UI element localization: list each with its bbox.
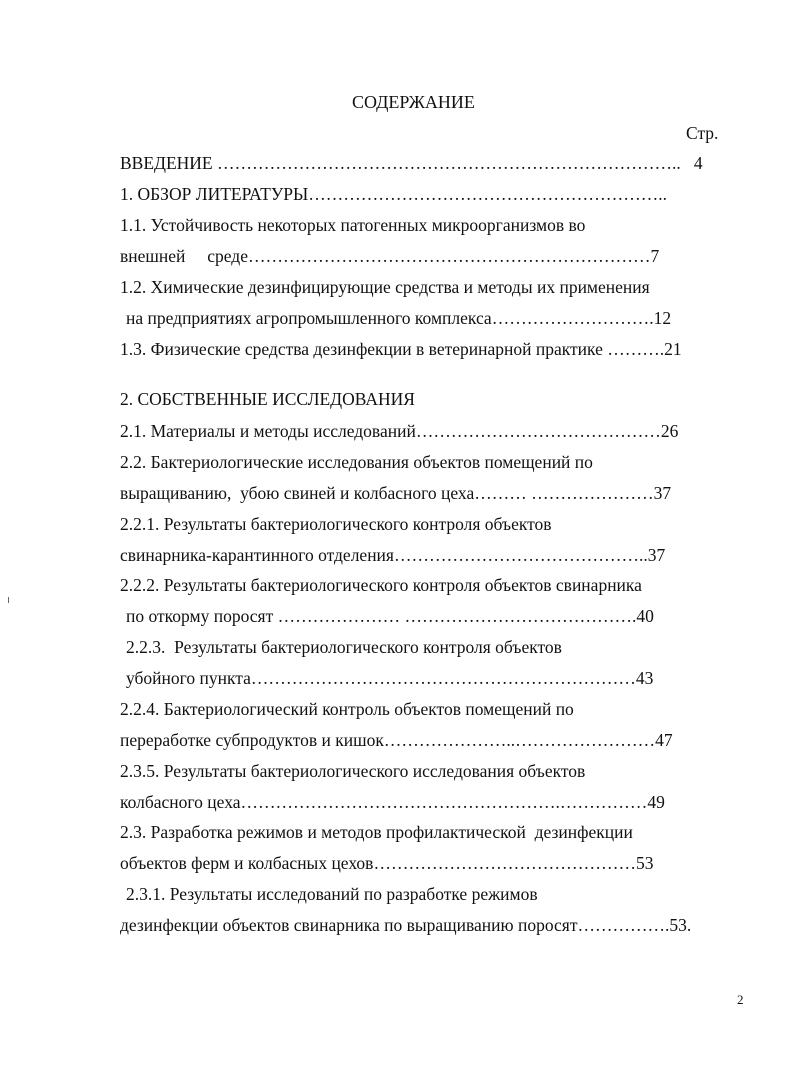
toc-line: дезинфекции объектов свинарника по выращиванию поросят…………….53.: [120, 915, 692, 935]
page-column-header: Стр.: [686, 123, 719, 143]
toc-line: убойного пункта…………………………………………………………43: [126, 668, 654, 688]
toc-line: внешней среде……………………………………………………………7: [120, 246, 660, 266]
toc-line: 2.3.1. Результаты исследований по разработке режимов: [126, 884, 538, 904]
toc-line: 2.3. Разработка режимов и методов профилактической дезинфекции: [120, 822, 633, 842]
toc-line: по откорму поросят ………………… ………………………………….40: [126, 606, 654, 626]
toc-line: на предприятиях агропромышленного комплекса……………………….12: [126, 308, 672, 328]
toc-line: 2.2.1. Результаты бактериологического контроля объектов: [120, 514, 552, 534]
toc-line: свинарника-карантинного отделения……………………………………..37: [120, 545, 666, 565]
toc-line: 1.3. Физические средства дезинфекции в ветеринарной практике ……….21: [120, 339, 682, 359]
toc-title: СОДЕРЖАНИЕ: [352, 92, 475, 112]
toc-line: 1.1. Устойчивость некоторых патогенных микроорганизмов во: [120, 215, 586, 235]
toc-line: колбасного цеха……………………………………………….……………49: [120, 792, 665, 812]
toc-line: выращиванию, убою свиней и колбасного цеха……… …………………37: [120, 483, 672, 503]
toc-line: 2.3.5. Результаты бактериологического исследования объектов: [120, 761, 586, 781]
toc-line: 1.2. Химические дезинфицирующие средства и методы их применения: [120, 277, 650, 297]
toc-line: 2.2. Бактериологические исследования объектов помещений по: [120, 452, 593, 472]
toc-line: 2.1. Материалы и методы исследований……………………………………26: [120, 421, 679, 441]
toc-line: 2.2.3. Результаты бактериологического контроля объектов: [126, 637, 562, 657]
toc-line: объектов ферм и колбасных цехов………………………………………53: [120, 853, 654, 873]
toc-line: 2.2.2. Результаты бактериологического контроля объектов свинарника: [120, 575, 642, 595]
toc-line: 2. СОБСТВЕННЫЕ ИССЛЕДОВАНИЯ: [120, 389, 415, 409]
toc-line: переработке субпродуктов и кишок…………………..……………………47: [120, 730, 673, 750]
toc-line: ВВЕДЕНИЕ …………………………………………………………………….. 4: [120, 153, 703, 173]
toc-line: 1. ОБЗОР ЛИТЕРАТУРЫ……………………………………………………..: [120, 184, 668, 204]
page-number: 2: [737, 992, 744, 1007]
scan-mark: [8, 597, 9, 603]
toc-line: 2.2.4. Бактериологический контроль объектов помещений по: [120, 699, 574, 719]
